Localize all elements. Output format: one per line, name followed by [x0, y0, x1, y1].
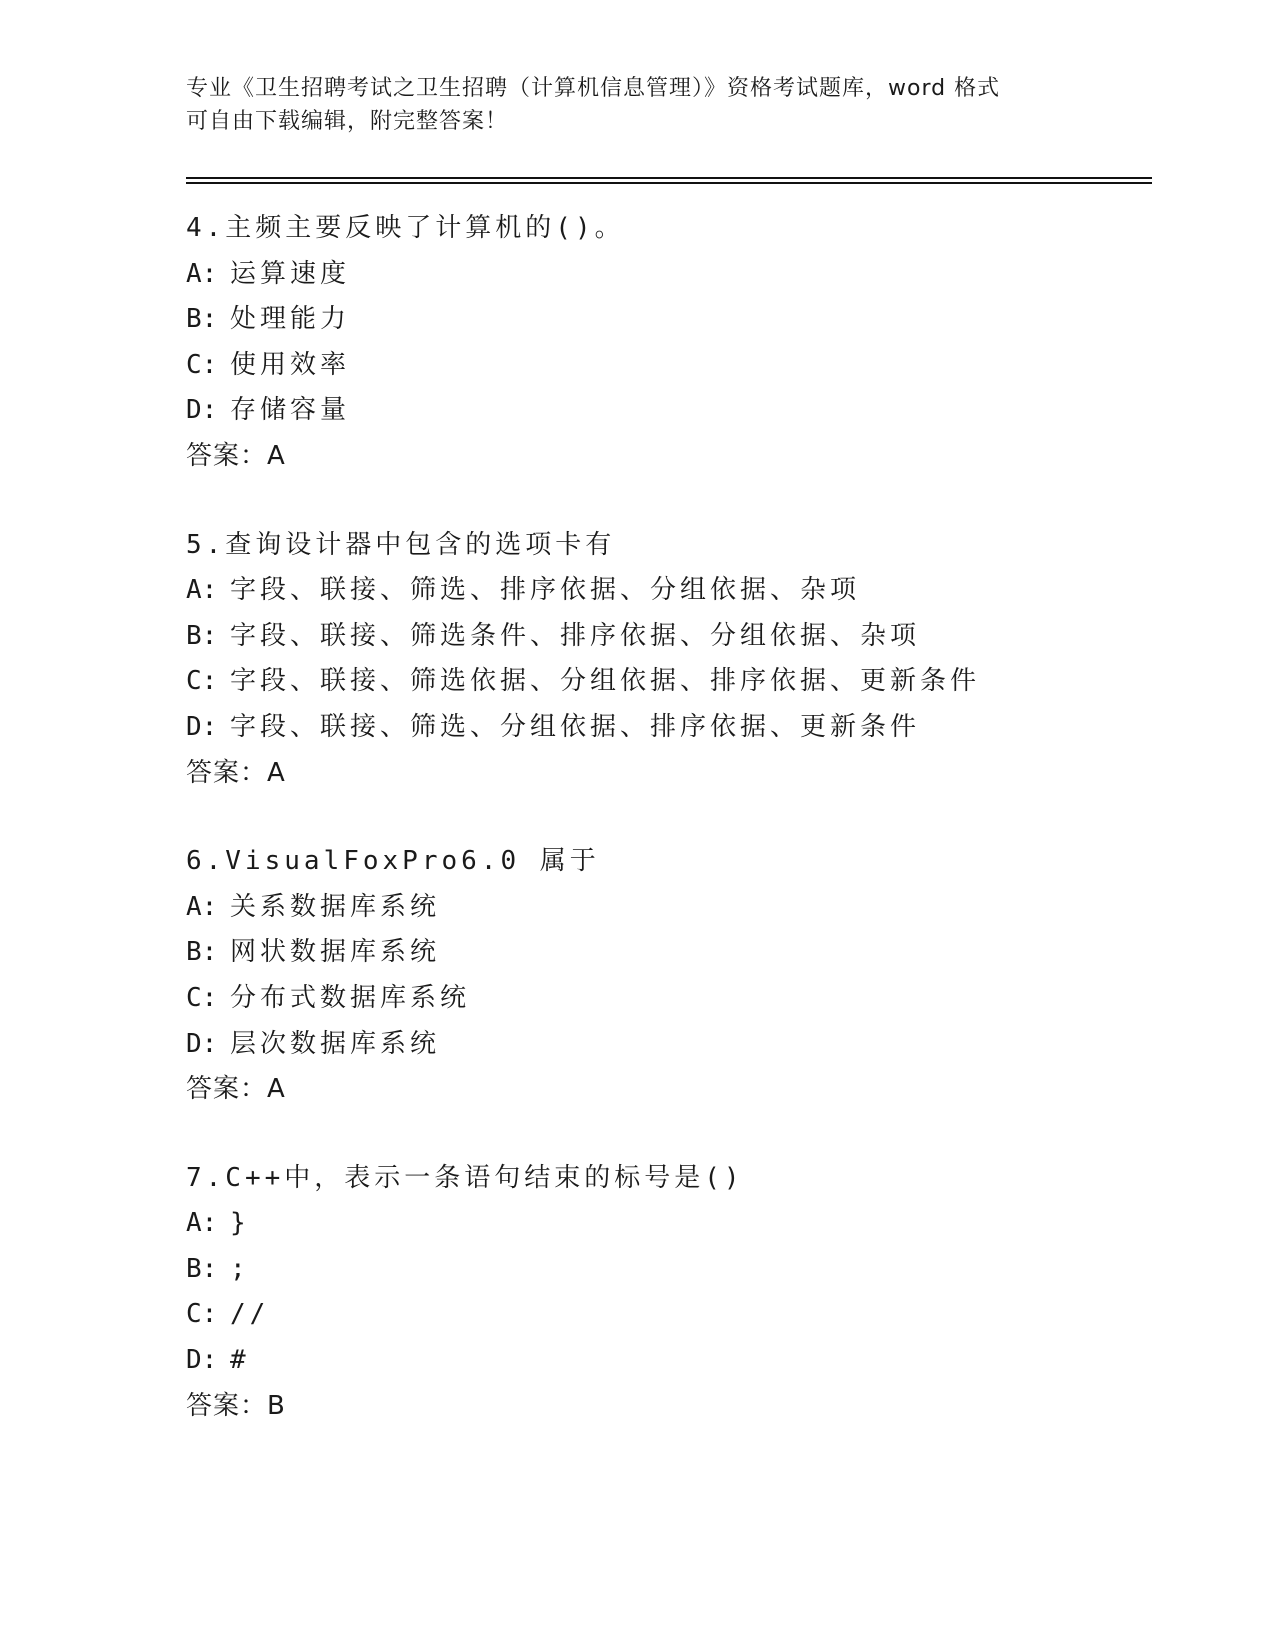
option-key: D: — [186, 711, 218, 742]
option-key: A: — [186, 575, 218, 606]
answer-line: 答案：B — [186, 1390, 286, 1421]
option-key: A: — [186, 258, 218, 289]
option-text: 处理能力 — [230, 304, 351, 335]
option-text: 字段、联接、筛选、排序依据、分组依据、杂项 — [230, 575, 861, 606]
option-c — [186, 1292, 1186, 1338]
option-text: 关系数据库系统 — [230, 891, 441, 922]
option-c — [186, 659, 1186, 705]
option-text: 分布式数据库系统 — [230, 982, 471, 1013]
option-text: 使用效率 — [230, 349, 351, 380]
option-key: B: — [186, 1253, 218, 1284]
header-divider-top — [186, 177, 1152, 179]
question-stem: 4.主频主要反映了计算机的()。 — [186, 213, 625, 243]
question-7 — [186, 1156, 1186, 1430]
option-a — [186, 885, 1186, 931]
document-header — [186, 72, 1086, 138]
question-stem: 6.VisualFoxPro6.0 属于 — [186, 846, 600, 877]
option-key: A: — [186, 891, 218, 922]
option-key: C: — [186, 666, 218, 697]
option-c — [186, 343, 1186, 389]
option-text: 网状数据库系统 — [230, 937, 441, 968]
option-a — [186, 1201, 1186, 1247]
option-text: 层次数据库系统 — [230, 1028, 441, 1059]
option-b — [186, 1247, 1186, 1293]
question-stem: 5.查询设计器中包含的选项卡有 — [186, 529, 616, 560]
option-key: D: — [186, 1028, 218, 1059]
option-text: 存储容量 — [230, 395, 351, 426]
option-b — [186, 614, 1186, 660]
option-key: A: — [186, 1208, 218, 1239]
option-key: C: — [186, 1299, 218, 1330]
option-key: D: — [186, 395, 218, 426]
option-text: 字段、联接、筛选、分组依据、排序依据、更新条件 — [230, 711, 921, 742]
question-5 — [186, 523, 1186, 797]
option-text: ; — [230, 1253, 250, 1284]
option-text: // — [230, 1299, 270, 1330]
question-list — [186, 206, 1186, 1472]
option-text: 字段、联接、筛选依据、分组依据、排序依据、更新条件 — [230, 666, 981, 697]
option-key: B: — [186, 620, 218, 651]
question-stem: 7.C++中，表示一条语句结束的标号是() — [186, 1162, 744, 1193]
question-4 — [186, 206, 1186, 480]
header-divider-bottom — [186, 182, 1152, 184]
option-key: D: — [186, 1345, 218, 1376]
option-c — [186, 976, 1186, 1022]
question-6 — [186, 839, 1186, 1113]
option-b — [186, 930, 1186, 976]
option-text: } — [230, 1208, 250, 1239]
option-d — [186, 705, 1186, 751]
option-d — [186, 388, 1186, 434]
header-line-2: 可自由下载编辑，附完整答案！ — [186, 109, 509, 134]
option-key: C: — [186, 982, 218, 1013]
option-text: 字段、联接、筛选条件、排序依据、分组依据、杂项 — [230, 620, 921, 651]
option-text: 运算速度 — [230, 258, 351, 289]
option-a — [186, 568, 1186, 614]
option-key: B: — [186, 304, 218, 335]
answer-line: 答案：A — [186, 757, 286, 788]
option-d — [186, 1022, 1186, 1068]
option-key: B: — [186, 937, 218, 968]
option-a — [186, 252, 1186, 298]
option-key: C: — [186, 349, 218, 380]
answer-line: 答案：A — [186, 440, 286, 471]
option-text: # — [230, 1345, 250, 1376]
header-line-1: 专业《卫生招聘考试之卫生招聘（计算机信息管理）》资格考试题库，word 格式 — [186, 76, 1001, 101]
answer-line: 答案：A — [186, 1074, 286, 1105]
option-b — [186, 297, 1186, 343]
option-d — [186, 1338, 1186, 1384]
